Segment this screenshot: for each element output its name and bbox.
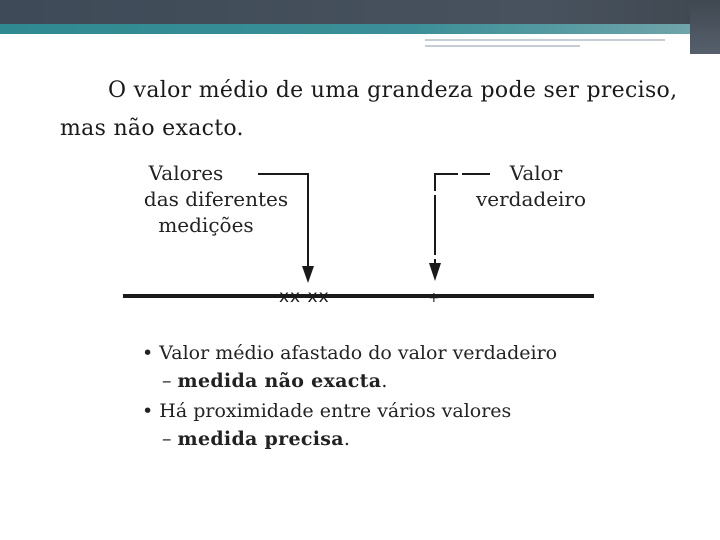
true-value-pointer-line [435,174,490,265]
bullet-item-2 [142,400,511,422]
term-precise: medida precisa [177,428,344,450]
bullet-item-1 [142,342,557,364]
measurement-marks: xx xx [279,287,330,307]
true-value-label-line-2: verdadeiro [475,187,587,211]
bullet-period-2: . [343,428,350,450]
true-value-mark: + [428,290,440,306]
bullet-period-1: . [381,370,388,392]
true-value-label-line-1: Valor [509,161,563,185]
measurements-label-line-2: das diferentes [143,187,289,211]
measurements-label-line-1: Valores [148,161,224,185]
measurements-pointer-line [258,174,308,268]
bullet-marker-1: • [142,342,154,364]
bullet-conclusion-1 [162,370,387,392]
bullet-conclusion-2 [162,428,350,450]
statement-line-2: mas não exacto. [60,116,244,141]
statement-line-1: O valor médio de uma grandeza pode ser preciso, [108,78,678,103]
true-value-arrow-head [429,263,441,281]
bullet-text-1: Valor médio afastado do valor verdadeiro [159,342,558,364]
bullet-dash-2: – [162,428,178,450]
term-not-exact: medida não exacta [177,370,382,392]
measurements-label-line-3: medições [158,213,254,237]
bullet-marker-2: • [142,400,154,422]
bullet-text-2: Há proximidade entre vários valores [159,400,512,422]
bullet-dash-1: – [162,370,178,392]
measurements-arrow-head [302,266,314,283]
